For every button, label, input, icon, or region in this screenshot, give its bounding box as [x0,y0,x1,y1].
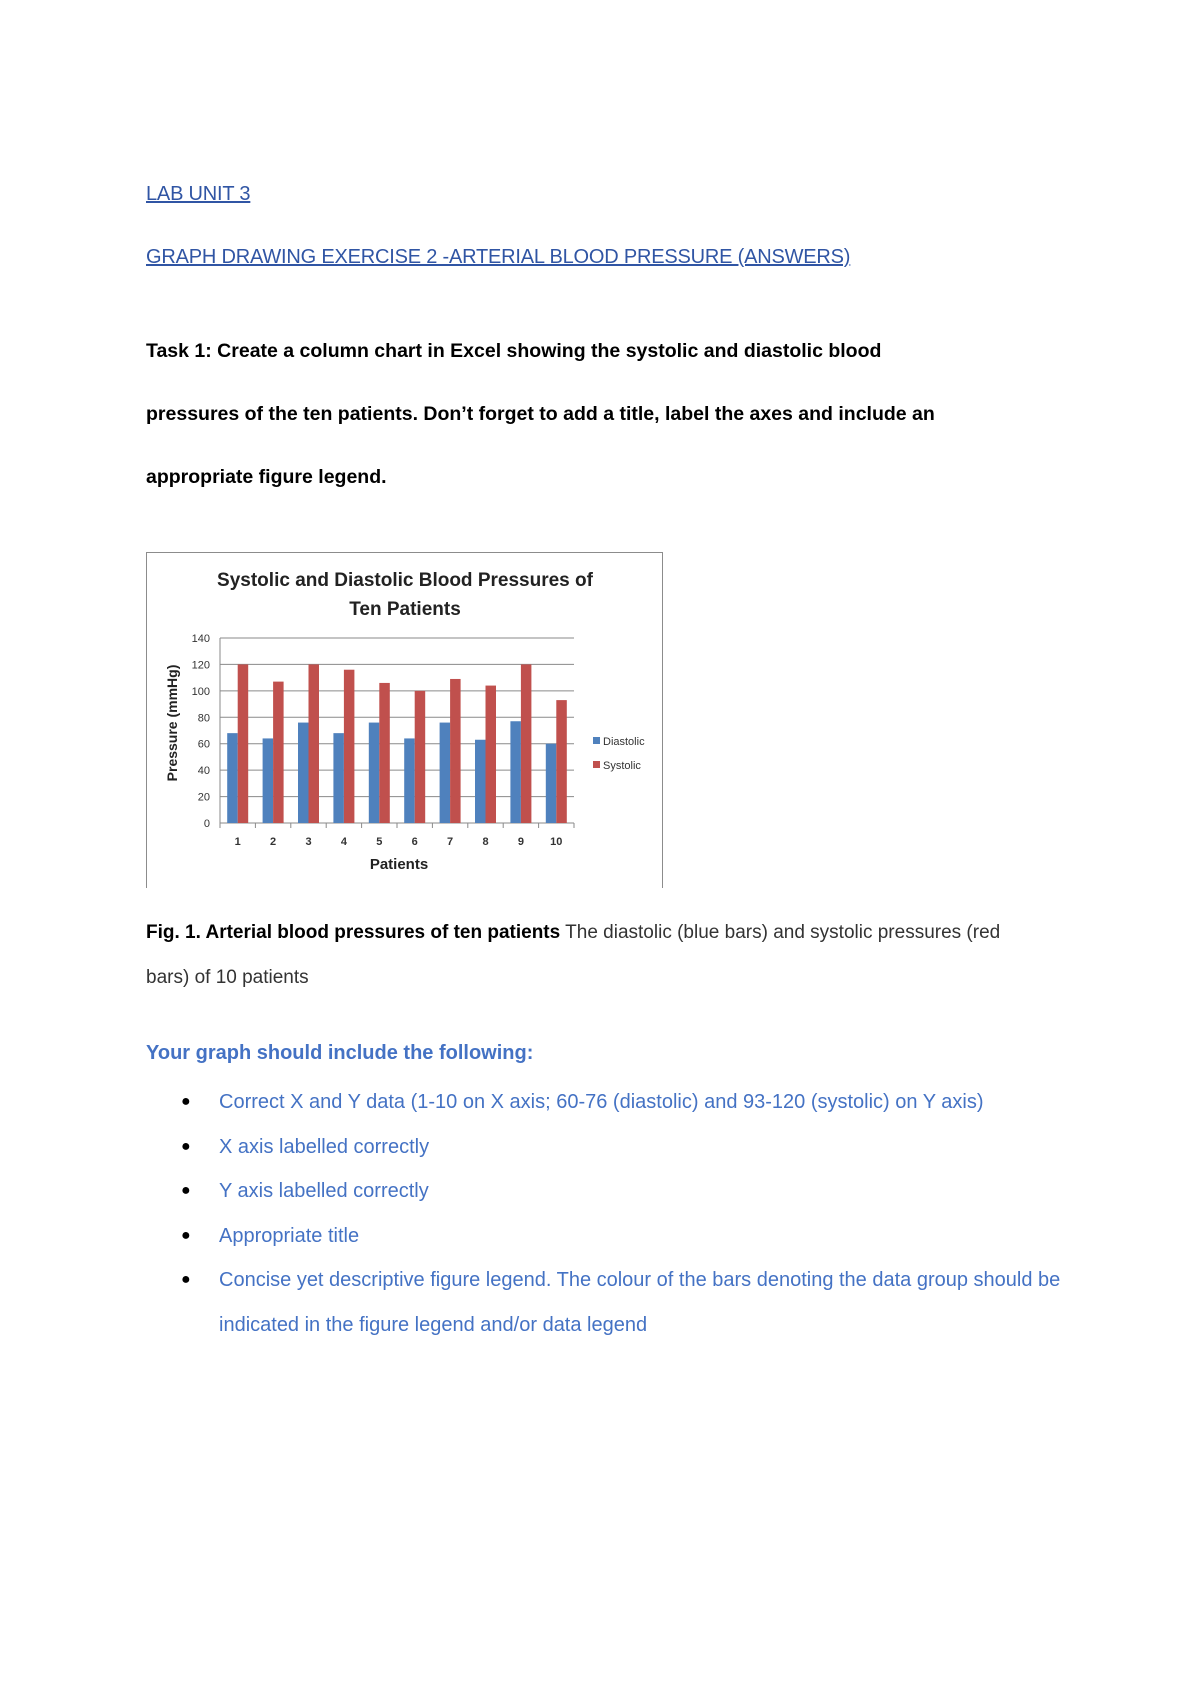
y-tick-label: 100 [191,685,210,698]
y-tick-label: 120 [191,659,210,672]
exercise-heading[interactable]: GRAPH DRAWING EXERCISE 2 -ARTERIAL BLOOD PRESSURE (ANSWERS) [146,246,851,268]
bar-systolic [556,700,567,823]
bar-systolic [486,686,497,823]
bar-diastolic [510,721,521,823]
bullet-icon: ● [181,1137,191,1155]
bar-diastolic [227,733,238,823]
task-line: appropriate figure legend. [146,466,387,488]
x-tick-label: 9 [517,836,524,848]
caption-title: Fig. 1. Arterial blood pressures of ten patients [146,922,561,943]
chart-title-line-2: Ten Patients [349,599,461,620]
bar-diastolic [440,723,451,823]
bar-diastolic [263,738,274,823]
bar-diastolic [475,740,486,823]
task-instructions [146,320,1066,509]
bullet-icon: ● [181,1226,191,1244]
caption-text: The diastolic (blue bars) and systolic pressures (red bars) of 10 patients [146,922,1001,988]
legend-label: Diastolic [603,736,645,748]
x-tick-label: 3 [305,836,312,848]
bullet-icon: ● [181,1271,191,1288]
bar-systolic [450,679,461,823]
requirements-title: Your graph should include the following: [146,1042,534,1064]
chart-title-line-1: Systolic and Diastolic Blood Pressures of [217,570,593,591]
unit-heading[interactable]: LAB UNIT 3 [146,183,251,205]
requirement-text: Correct X and Y data (1-10 on X axis; 60-76 (diastolic) and 93-120 (systolic) on Y axis) [219,1091,984,1113]
x-tick-label: 4 [340,836,347,848]
legend-label: Systolic [603,760,641,772]
x-tick-label: 7 [447,836,454,848]
requirement-text: Concise yet descriptive figure legend. The colour of the bars denoting the data group should be indicated in the figure legend and/or data legend [219,1269,1061,1336]
bullet-icon: ● [181,1182,191,1199]
x-tick-label: 8 [482,836,489,848]
legend-swatch [593,737,600,744]
list-item [146,1080,1066,1125]
task-line: pressures of the ten patients. Don’t forget to add a title, label the axes and include an [146,403,935,425]
requirements-list [146,1080,1066,1347]
list-item [146,1214,1066,1259]
bar-systolic [273,682,284,823]
requirement-text: Appropriate title [219,1224,360,1247]
legend-swatch [593,761,600,768]
figure-caption [146,910,1046,1000]
y-tick-label: 20 [197,791,210,804]
bar-systolic [309,664,320,823]
y-tick-label: 0 [203,818,210,830]
x-tick-label: 1 [234,836,241,848]
x-tick-label: 6 [411,836,418,848]
list-item [146,1169,1066,1214]
bar-diastolic [333,733,344,823]
requirement-text: X axis labelled correctly [219,1135,430,1158]
bar-systolic [238,664,249,823]
bar-diastolic [404,738,415,823]
bar-diastolic [369,723,380,823]
y-tick-label: 60 [197,738,210,751]
x-tick-label: 5 [376,836,383,848]
x-axis-label: Patients [369,856,429,873]
bar-systolic [415,691,426,823]
chart-legend [593,736,645,772]
bar-diastolic [298,723,309,823]
list-item [146,1125,1066,1170]
y-tick-label: 80 [197,712,210,725]
bar-systolic [379,683,390,823]
chart-frame [146,552,663,888]
bar-systolic [521,664,532,823]
list-item [146,1258,1066,1347]
y-axis-label: Pressure (mmHg) [164,664,180,782]
y-tick-label: 40 [197,765,210,778]
x-tick-label: 2 [270,836,277,848]
bar-diastolic [546,744,557,823]
blood-pressure-chart [147,553,664,889]
task-line: Task 1: Create a column chart in Excel showing the systolic and diastolic blood [146,340,882,362]
requirement-text: Y axis labelled correctly [219,1180,429,1202]
y-tick-label: 140 [191,633,210,645]
bar-systolic [344,670,355,823]
x-tick-label: 10 [550,836,563,848]
bullet-icon: ● [181,1093,191,1110]
